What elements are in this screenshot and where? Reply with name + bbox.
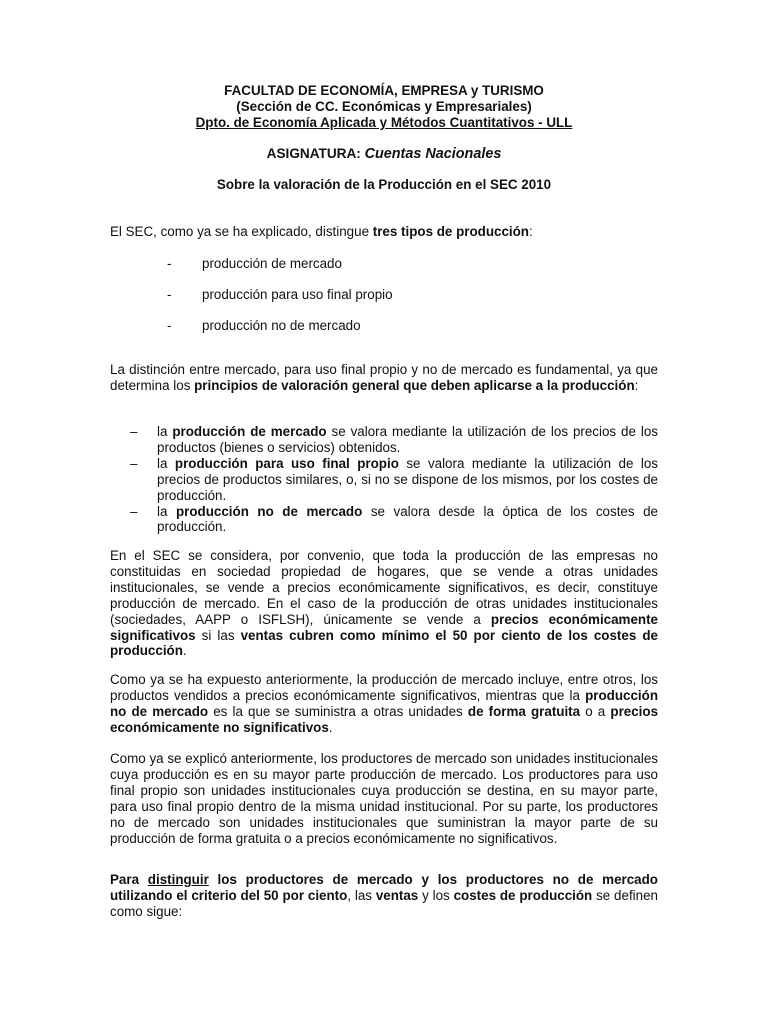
production-type-item: - producción de mercado: [167, 256, 342, 271]
subject-label: ASIGNATURA:: [266, 146, 361, 161]
document-header: [0, 83, 768, 131]
document-topic: Sobre la valoración de la Producción en el SEC 2010: [216, 177, 552, 192]
subject-line: [0, 146, 768, 163]
department-title: Dpto. de Economía Aplicada y Métodos Cuantitativos - ULL: [195, 115, 573, 130]
list-item: – la producción no de mercado se valora desde la óptica de los costes de producción.: [130, 503, 658, 535]
intro-paragraph: El SEC, como ya se ha explicado, distingue tres tipos de producción:: [110, 224, 533, 239]
valuation-rules-list: [130, 424, 658, 535]
production-type-item: - producción para uso final propio: [167, 287, 393, 302]
faculty-title: FACULTAD DE ECONOMÍA, EMPRESA y TURISMO: [224, 83, 544, 98]
producers-paragraph: Como ya se explicó anteriormente, los productores de mercado son unidades institucionales cuya producción es en su mayor parte producción de mercado. Los productores para uso final propio son unidades institucionales cuya producción se destina, en su mayor parte, para uso final propio dentro de la misma unidad institucional. Por su parte, los productores no de mercado son unidades institucionales que suministran la mayor parte de su producción de forma gratuita o a precios económicamente no significativos.: [110, 751, 658, 846]
list-item: – la producción de mercado se valora mediante la utilización de los precios de los productos (bienes o servicios) obtenidos.: [130, 424, 658, 455]
list-item: – la producción para uso final propio se valora mediante la utilización de los precios de productos similares, o, si no se dispone de los mismos, por los costes de producción.: [130, 455, 658, 503]
convention-paragraph: En el SEC se considera, por convenio, que toda la producción de las empresas no constituidas en sociedad propiedad de hogares, que se vende a otras unidades institucionales, se vende a precios económicamente significativos, es decir, constituye producción de mercado. En el caso de la producción de otras unidades institucionales (sociedades, AAPP o ISFLSH), únicamente se vende a precios económicamente significativos si las ventas cubren como mínimo el 50 por ciento de los costes de producción.: [110, 548, 659, 659]
section-subtitle: (Sección de CC. Económicas y Empresariales): [236, 99, 532, 114]
production-type-item: - producción no de mercado: [167, 318, 361, 333]
subject-name: Cuentas Nacionales: [364, 146, 502, 162]
market-production-paragraph: Como ya se ha expuesto anteriormente, la producción de mercado incluye, entre otros, los productos vendidos a precios económicamente significativos, mientras que la producción no de mercado es la que se suministra a otras unidades de forma gratuita o a precios económicamente no significativos.: [110, 672, 659, 735]
valuation-principles-paragraph: La distinción entre mercado, para uso final propio y no de mercado es fundamental, ya que determina los principios de valoración general que deben aplicarse a la producción:: [110, 362, 658, 393]
criterion-paragraph: Para distinguir los productores de mercado y los productores no de mercado utilizando el criterio del 50 por ciento, las ventas y los costes de producción se definen como sigue:: [110, 872, 658, 919]
